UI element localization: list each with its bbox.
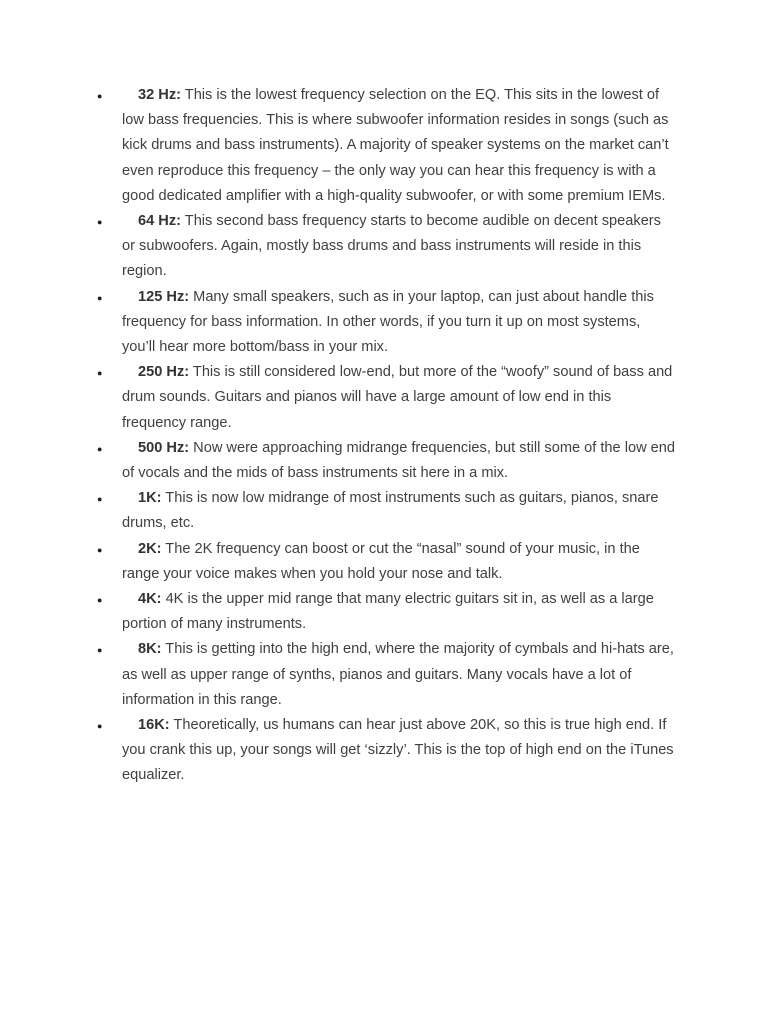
bullet-icon: ● <box>97 91 103 101</box>
list-item-text <box>122 436 677 486</box>
bullet-icon: ● <box>97 217 103 228</box>
frequency-label: 250 Hz: <box>138 364 190 381</box>
list-item-text <box>122 537 677 587</box>
list-item-32hz <box>97 83 677 209</box>
list-item-500hz <box>97 436 677 486</box>
frequency-description: Now were approaching midrange frequencies, but still some of the low end of vocals and the mids of bass instruments sit here in a mix. <box>122 439 676 482</box>
list-item-1k <box>97 486 677 536</box>
frequency-label: 32 Hz: <box>138 87 181 103</box>
list-item-text <box>122 486 677 536</box>
list-item-4k <box>97 587 677 637</box>
frequency-description: This is still considered low-end, but more of the “woofy” sound of bass and drum sounds. Guitars and pianos will have a large amount of low end in this frequency range. <box>122 364 673 431</box>
frequency-label: 500 Hz: <box>138 439 190 456</box>
frequency-description: This second bass frequency starts to become audible on decent speakers or subwoofers. Again, mostly bass drums and bass instruments will reside in this region. <box>122 213 661 280</box>
list-item-125hz <box>97 285 677 361</box>
frequency-description: This is now low midrange of most instruments such as guitars, pianos, snare drums, etc. <box>122 490 659 532</box>
list-item-text <box>122 83 677 209</box>
frequency-description: The 2K frequency can boost or cut the “nasal” sound of your music, in the range your voice makes when you hold your nose and talk. <box>122 540 640 582</box>
frequency-description: This is the lowest frequency selection on the EQ. This sits in the lowest of low bass frequencies. This is where subwoofer information resides in songs (such as kick drums and bass instruments). A majority of speaker systems on the market can’t even reproduce this frequency – the only way you can hear this frequency is with a good dedicated amplifier with a high-quality subwoofer, or with some premium IEMs. <box>122 87 669 204</box>
frequency-label: 64 Hz: <box>138 213 181 230</box>
frequency-label: 8K: <box>138 641 162 658</box>
list-item-250hz <box>97 360 677 436</box>
frequency-description: Many small speakers, such as in your laptop, can just about handle this frequency for bass information. In other words, if you turn it up on most systems, you’ll hear more bottom/bass in your mix. <box>122 288 654 356</box>
frequency-description: 4K is the upper mid range that many electric guitars sit in, as well as a large portion of many instruments. <box>122 591 654 633</box>
list-item-16k <box>97 713 677 789</box>
frequency-label: 4K: <box>138 591 162 608</box>
list-item-text <box>122 360 677 436</box>
frequency-description: This is getting into the high end, where the majority of cymbals and hi-hats are, as well as upper range of synths, pianos and guitars. Many vocals have a lot of information in this range. <box>122 641 674 708</box>
bullet-icon: ● <box>97 494 103 505</box>
bullet-icon: ● <box>97 292 103 303</box>
list-item-text <box>122 209 677 285</box>
bullet-icon: ● <box>97 368 103 379</box>
bullet-icon: ● <box>97 595 103 606</box>
list-item-text <box>122 285 677 361</box>
frequency-label: 125 Hz: <box>138 288 190 305</box>
frequency-description: Theoretically, us humans can hear just above 20K, so this is true high end. If you crank this up, your songs will get ‘sizzly’. This is the top of high end on the iTunes equalizer. <box>122 717 674 784</box>
list-item-text <box>122 713 677 789</box>
bullet-icon: ● <box>97 544 103 555</box>
frequency-label: 16K: <box>138 717 170 734</box>
frequency-label: 2K: <box>138 540 162 557</box>
bullet-icon: ● <box>97 645 103 656</box>
bullet-icon: ● <box>97 443 103 454</box>
frequency-list <box>97 83 677 789</box>
list-item-text <box>122 587 677 637</box>
list-item-text <box>122 637 677 713</box>
list-item-8k <box>97 637 677 713</box>
bullet-icon: ● <box>97 721 103 732</box>
list-item-2k <box>97 537 677 587</box>
frequency-label: 1K: <box>138 490 162 507</box>
list-item-64hz <box>97 209 677 285</box>
